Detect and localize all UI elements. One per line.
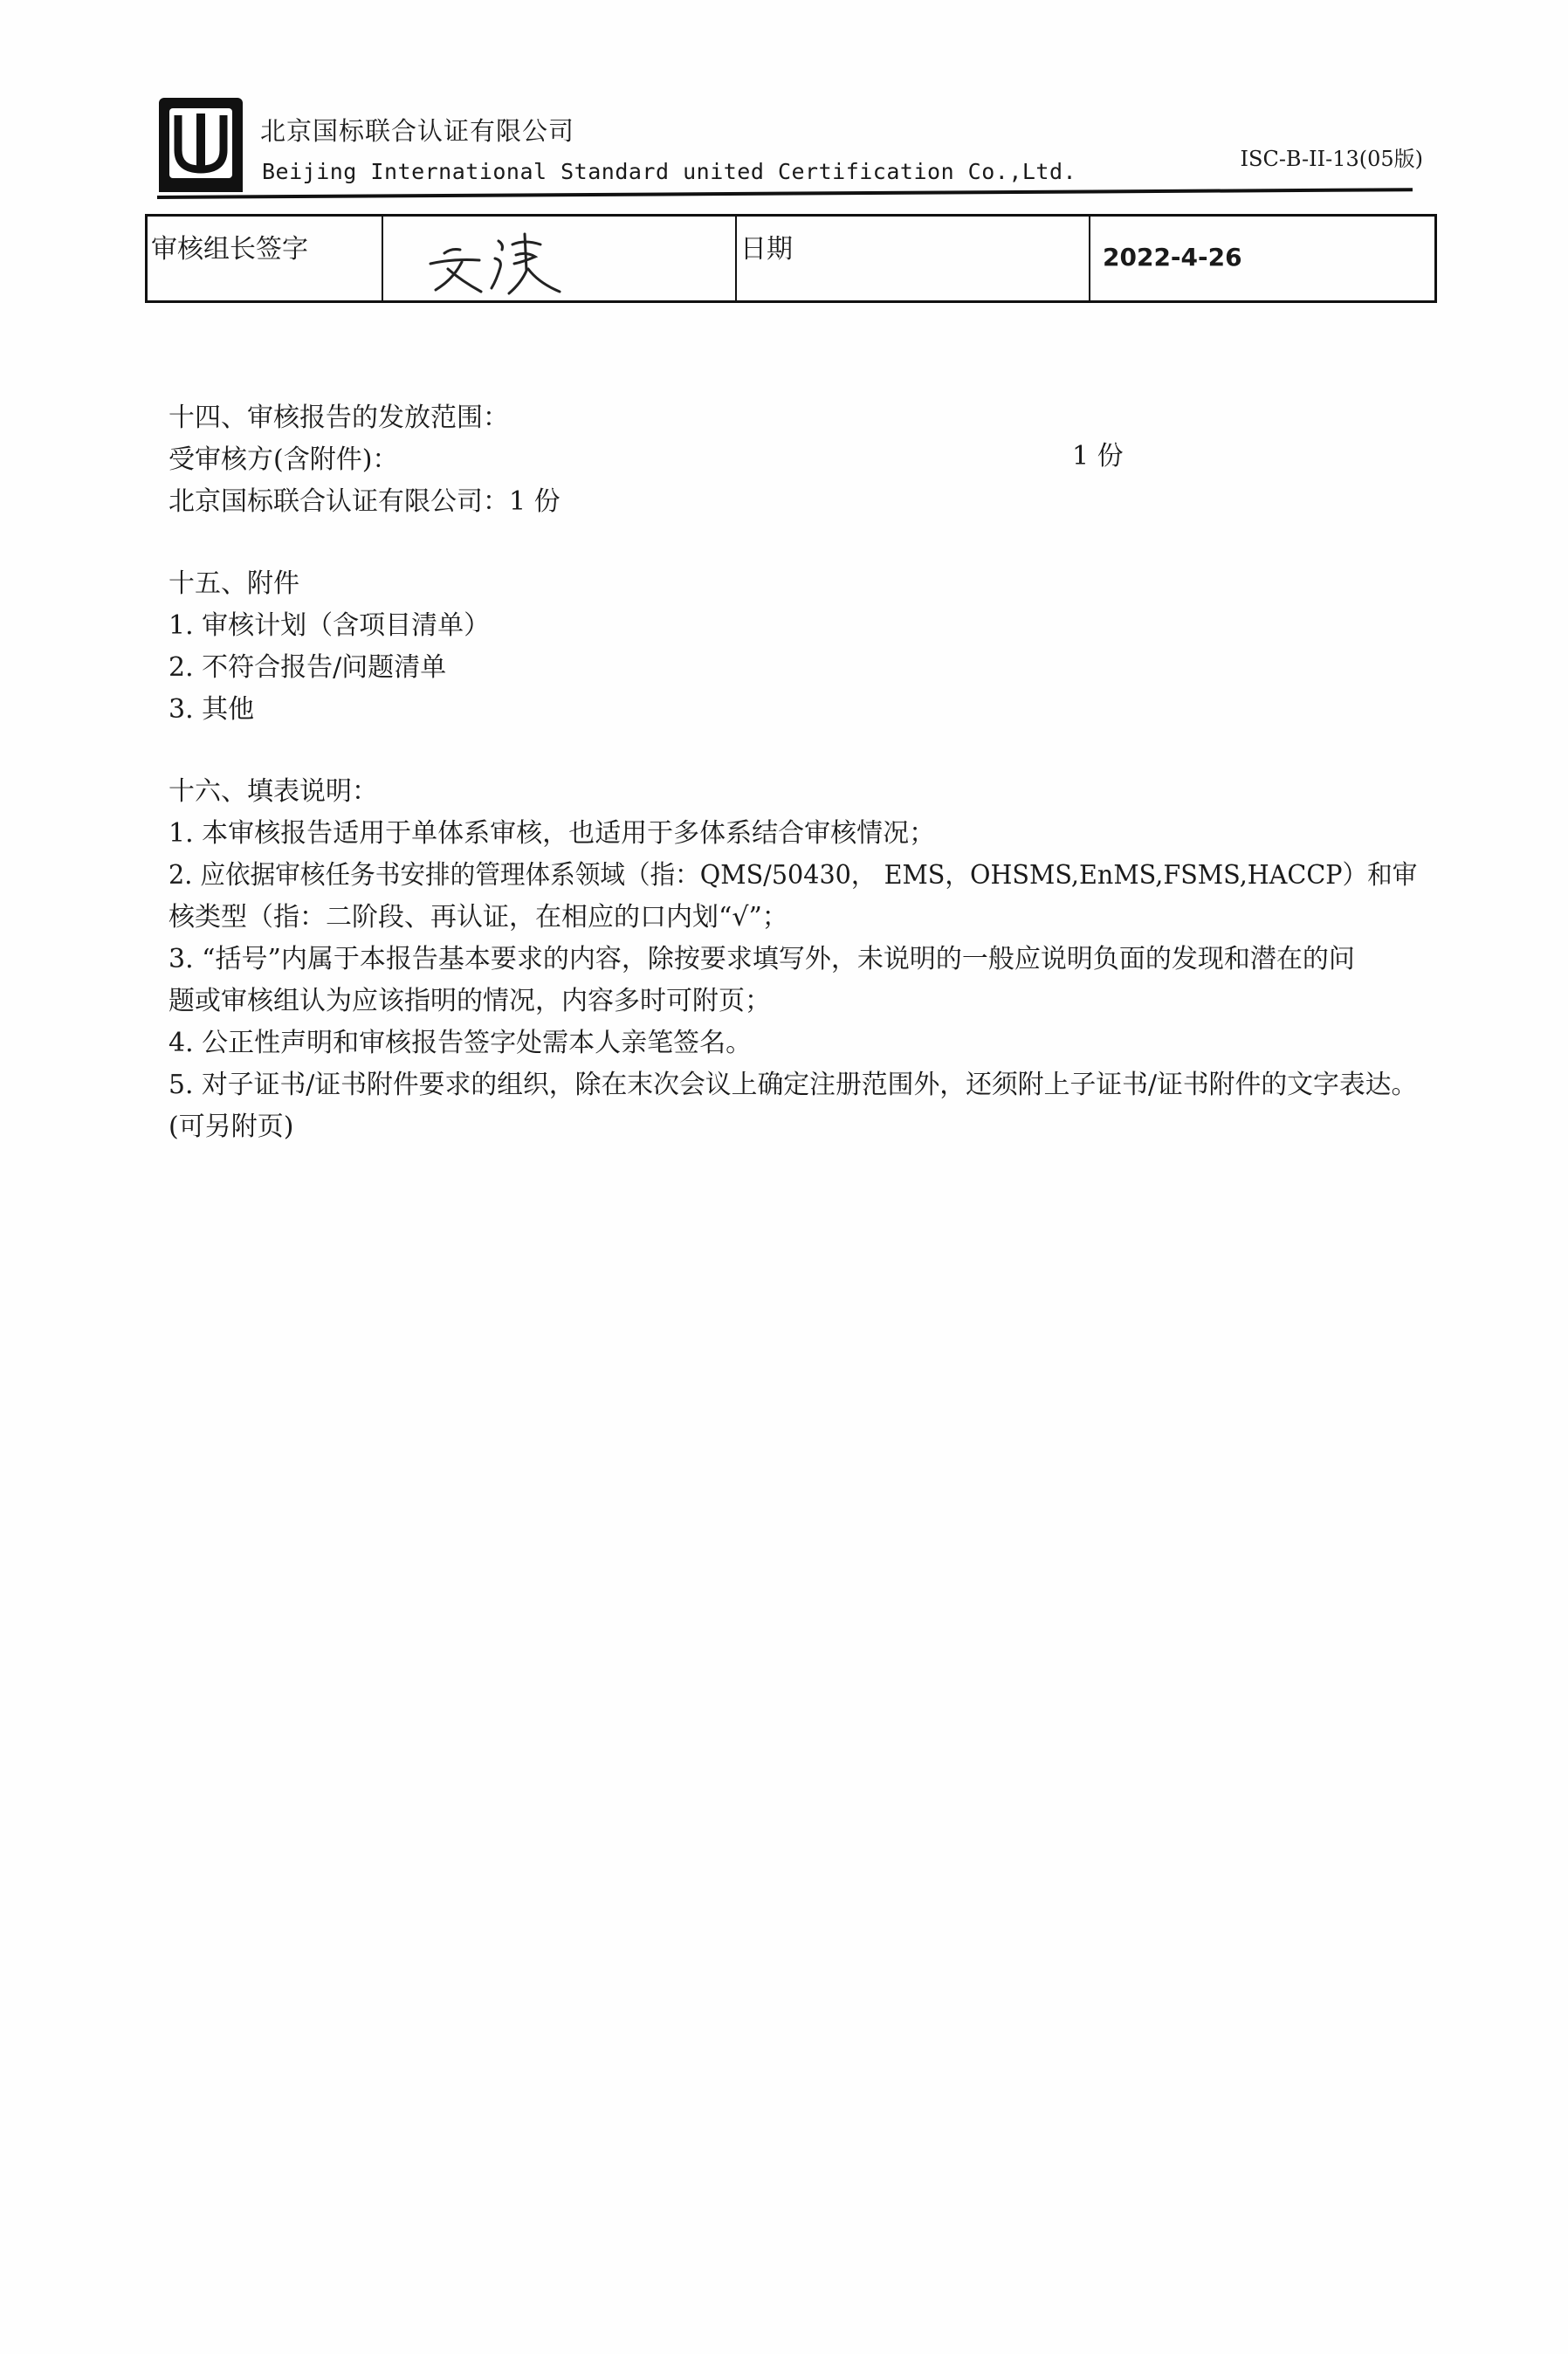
date-label-cell: [737, 217, 1090, 300]
section-16-item: (可另附页): [168, 1112, 294, 1142]
letterhead: [157, 87, 1423, 201]
report-body: [168, 397, 1417, 1148]
section-16-item: 核类型（指：二阶段、再认证，在相应的口内划“√”；: [168, 902, 788, 933]
section-16-item: 2. 应依据审核任务书安排的管理体系领域（指：QMS/50430， EMS，OHSMS,EnMS,FSMS,HACCP）和审: [168, 860, 1418, 891]
section-16-item: 5. 对子证书/证书附件要求的组织，除在末次会议上确定注册范围外，还须附上子证书/证书附件的文字表达。: [168, 1070, 1418, 1100]
date-label: 日期: [740, 234, 793, 265]
section-16-title: 十六、填表说明：: [168, 776, 378, 807]
signature-cell: [383, 217, 737, 300]
section-16-item: 题或审核组认为应该指明的情况，内容多时可附页；: [168, 986, 771, 1016]
section-16-item: 4. 公正性声明和审核报告签字处需本人亲笔签名。: [168, 1028, 753, 1058]
leader-label-cell: [148, 217, 383, 300]
leader-label: 审核组长签字: [151, 234, 308, 265]
auditee-copies: 1 份: [1072, 441, 1124, 471]
header-rule: [157, 188, 1413, 199]
section-15-item: 1. 审核计划（含项目清单）: [168, 610, 491, 641]
handwritten-signature-icon: [418, 218, 584, 301]
company-name-cn: 北京国标联合认证有限公司: [260, 116, 575, 146]
date-value-cell: [1090, 217, 1434, 300]
section-15-item: 3. 其他: [168, 694, 255, 725]
section-14-auditee: 受审核方(含附件)：: [168, 444, 399, 475]
section-15-title: 十五、附件: [168, 568, 299, 599]
document-code: ISC-B-II-13(05版): [1240, 147, 1423, 171]
section-14-title: 十四、审核报告的发放范围：: [168, 403, 509, 433]
section-16-item: 3. “括号”内属于本报告基本要求的内容，除按要求填写外，未说明的一般应说明负面的发现和潜在的问: [168, 944, 1355, 974]
section-14-certifier: 北京国标联合认证有限公司：1 份: [168, 486, 560, 517]
section-16-item: 1. 本审核报告适用于单体系审核，也适用于多体系结合审核情况；: [168, 818, 936, 849]
section-15-item: 2. 不符合报告/问题清单: [168, 652, 447, 683]
company-name-en: Beijing International Standard united Certification Co.,Ltd.: [262, 159, 1077, 184]
isc-logo-icon: [157, 96, 244, 194]
date-value: 2022-4-26: [1103, 243, 1242, 272]
signature-table: [145, 214, 1437, 303]
